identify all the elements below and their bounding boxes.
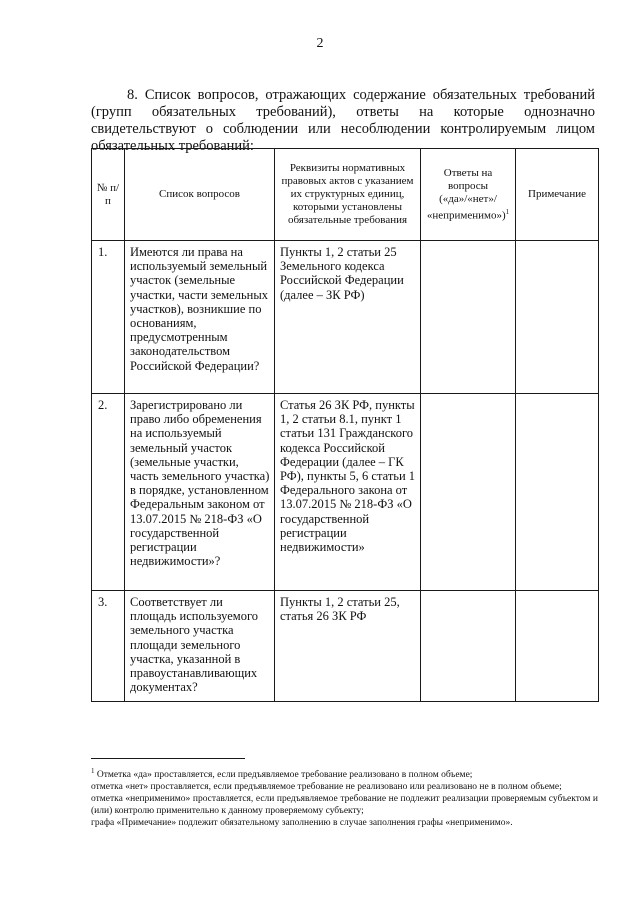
row-question: Имеются ли права на используемый земельный участок (земельные участки, части земельных участков), возникшие по основаниям, предусмотренным законодательством Российской Федерации? [125,241,275,394]
row-requisites: Пункты 1, 2 статьи 25, статья 26 ЗК РФ [275,591,421,702]
row-question: Соответствует ли площадь используемого земельного участка площади земельного участка, указанной в правоустанавливающих документах? [125,591,275,702]
table-row [92,241,599,394]
row-question: Зарегистрировано ли право либо обременения на используемый земельный участок (земельные участки, часть земельного участка) в порядке, установленном Федеральным законом от 13.07.2015 № 218-ФЗ «О государственной регистрации недвижимости»? [125,394,275,591]
footnote-line: отметка «неприменимо» проставляется, если предъявляемое требование не подлежит реализации проверяемым субъектом и (или) контролю применительно к данному проверяемому субъекту; [91,794,598,817]
row-answer-cell[interactable] [421,394,516,591]
section-heading: 8. Список вопросов, отражающих содержание обязательных требований (групп обязательных требований), ответы на которые однозначно свидетельствуют о соблюдении или несоблюдении контролируемым лицом обязательных требований: [91,86,595,154]
table-header-row [92,149,599,241]
footnote-marker: 1 [91,767,95,775]
row-answer-cell[interactable] [421,591,516,702]
header-answers [421,149,516,241]
header-questions: Список вопросов [125,149,275,241]
row-requisites: Пункты 1, 2 статьи 25 Земельного кодекса Российской Федерации (далее – ЗК РФ) [275,241,421,394]
row-number: 3. [92,591,125,702]
row-note-cell[interactable] [516,591,599,702]
header-answers-text: Ответы на вопросы («да»/«нет»/ «неприменимо») [426,166,506,222]
row-number: 1. [92,241,125,394]
row-note-cell[interactable] [516,394,599,591]
row-number: 2. [92,394,125,591]
page-number: 2 [316,36,324,51]
footnote-divider [91,758,245,759]
row-requisites: Статья 26 ЗК РФ, пункты 1, 2 статьи 8.1, пункт 1 статьи 131 Гражданского кодекса Российской Федерации (далее – ГК РФ), пункты 5, 6 статьи 1 Федерального закона от 13.07.2015 № 218-ФЗ «О государственной регистрации недвижимости» [275,394,421,591]
table-row [92,591,599,702]
footnote-text: Отметка «да» проставляется, если предъявляемое требование реализовано в полном объеме; [96,770,473,781]
footnote-line: отметка «нет» проставляется, если предъявляемое требование не реализовано или реализовано не в полном объеме; [91,782,562,793]
header-number: № п/п [92,149,125,241]
footnotes [91,765,598,829]
header-note: Примечание [516,149,599,241]
header-requisites: Реквизиты нормативных правовых актов с указанием их структурных единиц, которыми установлены обязательные требования [275,149,421,241]
footnote-line [91,765,598,781]
checklist-table [91,148,599,702]
footnote-line: графа «Примечание» подлежит обязательному заполнению в случае заполнения графы «неприменимо». [91,818,513,829]
row-note-cell[interactable] [516,241,599,394]
footnote-ref: 1 [505,207,510,216]
table-row [92,394,599,591]
row-answer-cell[interactable] [421,241,516,394]
